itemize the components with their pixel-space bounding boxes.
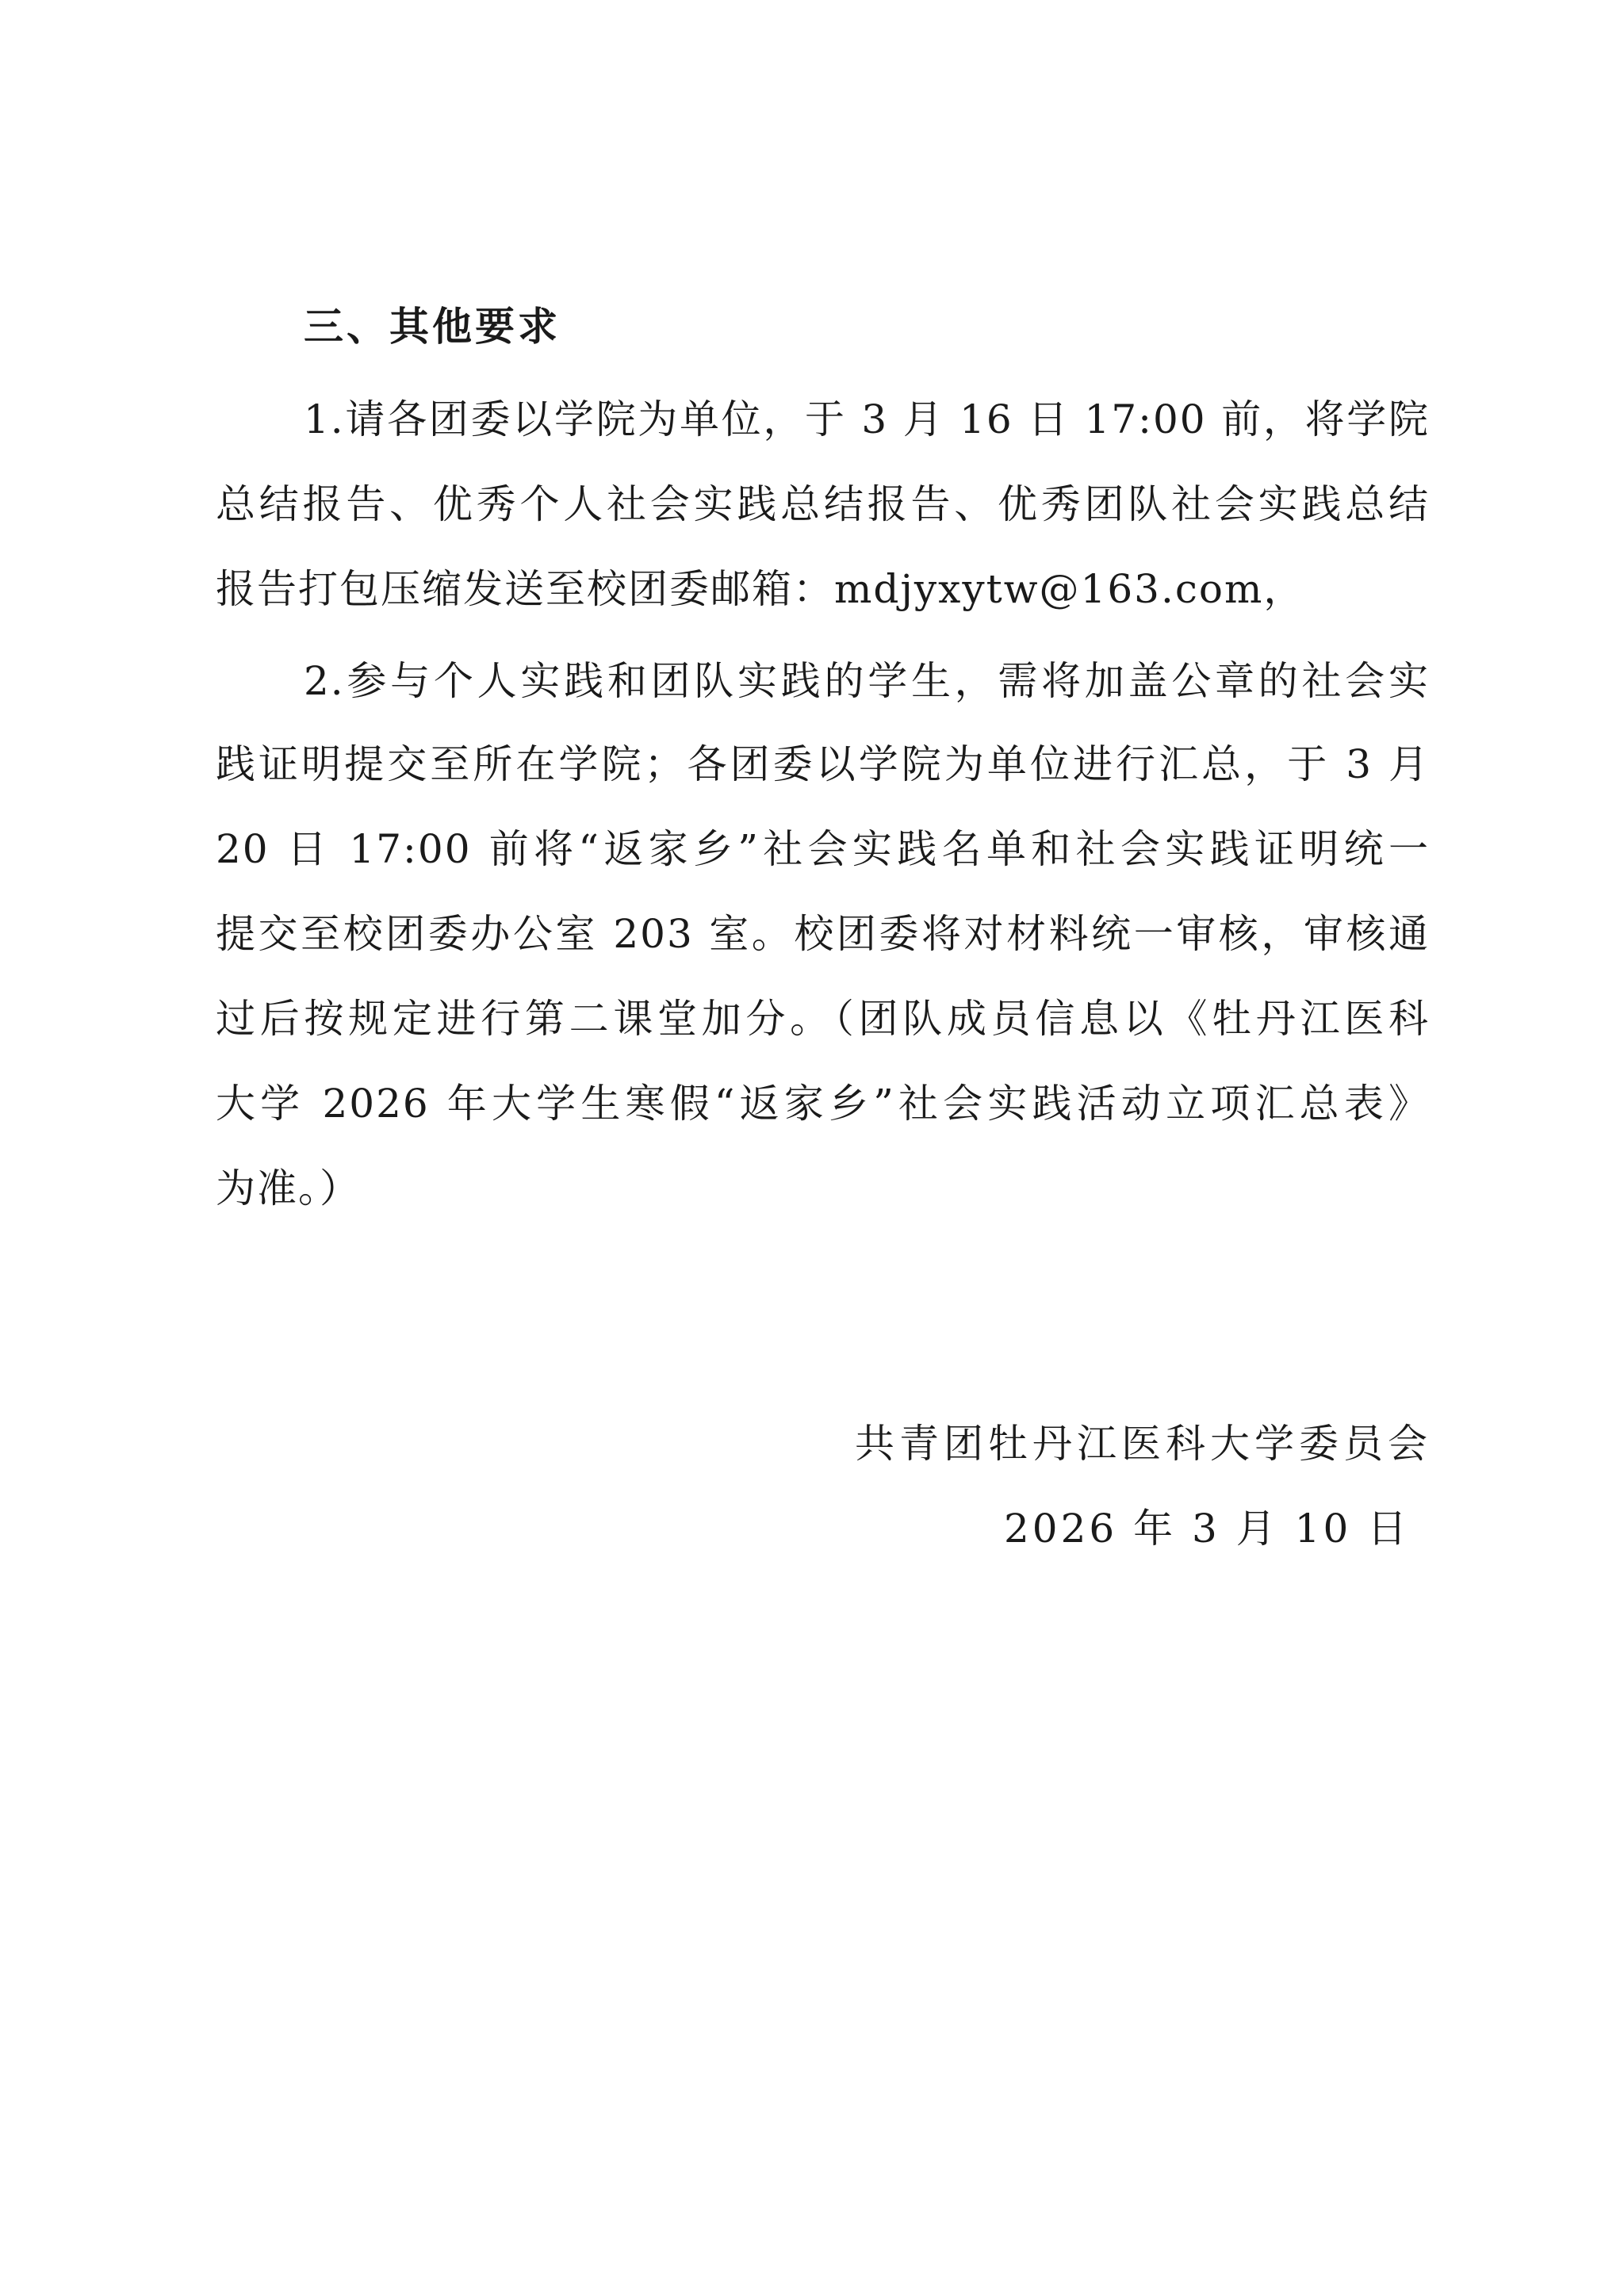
signature-organization: 共青团牡丹江医科大学委员会 (855, 1421, 1432, 1467)
paragraph-1-line-3: 报告打包压缩发送至校团委邮箱：mdjyxytw@163.com， (216, 566, 1305, 612)
paragraph-2-line-4: 提交至校团委办公室 203 室。校团委将对材料统一审核，审核通 (216, 911, 1430, 957)
paragraph-2-line-2: 践证明提交至所在学院；各团委以学院为单位进行汇总，于 3 月 (216, 741, 1430, 787)
paragraph-1-line-2: 总结报告、优秀个人社会实践总结报告、优秀团队社会实践总结 (216, 481, 1430, 527)
paragraph-2-line-5: 过后按规定进行第二课堂加分。（团队成员信息以《牡丹江医科 (216, 996, 1430, 1042)
paragraph-2-line-7: 为准。） (216, 1165, 361, 1211)
signature-date: 2026 年 3 月 10 日 (1004, 1506, 1411, 1552)
paragraph-2-line-1: 2.参与个人实践和团队实践的学生，需将加盖公章的社会实 (304, 658, 1430, 704)
paragraph-1-line-1: 1.请各团委以学院为单位，于 3 月 16 日 17:00 前，将学院 (304, 396, 1430, 442)
section-heading: 三、其他要求 (304, 304, 561, 350)
paragraph-2-line-3: 20 日 17:00 前将“返家乡”社会实践名单和社会实践证明统一 (216, 826, 1430, 872)
paragraph-2-line-6: 大学 2026 年大学生寒假“返家乡”社会实践活动立项汇总表》 (216, 1081, 1430, 1127)
